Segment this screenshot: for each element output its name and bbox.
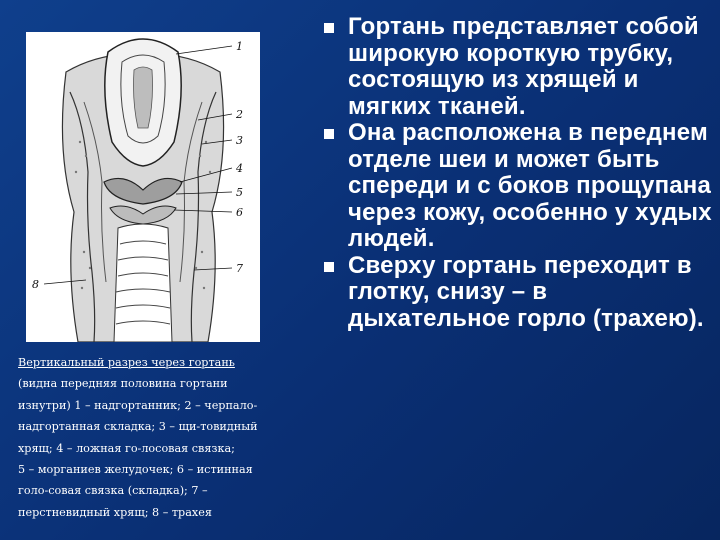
figure-label-1: 1 — [236, 40, 243, 53]
bullet-text: Гортань представляет собой широкую короткую трубку, состоящую из хрящей и мягких тканей. — [348, 13, 699, 120]
bullet-item — [318, 253, 714, 333]
square-bullet-icon — [324, 129, 334, 139]
figure-label-4: 4 — [236, 162, 243, 175]
caption-title: Вертикальный разрез через гортань — [18, 356, 235, 369]
bullet-text: Сверху гортань переходит в глотку, снизу – в дыхательное горло (трахею). — [348, 251, 704, 332]
square-bullet-icon — [324, 262, 334, 272]
figure-caption — [18, 352, 330, 523]
figure-label-7: 7 — [236, 262, 243, 275]
bullet-list — [318, 14, 714, 332]
figure-label-6: 6 — [236, 206, 243, 219]
figure-label-3: 3 — [236, 134, 243, 147]
larynx-drawing — [26, 32, 260, 342]
figure-label-5: 5 — [236, 186, 243, 199]
bullet-item — [318, 14, 714, 120]
caption-body: (видна передняя половина гортани изнутри) 1 – надгортанник; 2 – черпало- надгортанная складка; 3 – щи-товидный хрящ; 4 – ложная го-лосовая связка; 5 – морганиев желудочек; 6 – истинная голо-совая связка (складка); 7 – перстневидный хрящ; 8 – трахея — [18, 377, 258, 519]
larynx-section-illustration — [26, 32, 260, 342]
figure-label-8: 8 — [32, 278, 39, 291]
figure-label-2: 2 — [236, 108, 243, 121]
square-bullet-icon — [324, 23, 334, 33]
bullet-item — [318, 120, 714, 253]
bullet-text: Она расположена в переднем отделе шеи и может быть спереди и с боков прощупана через кожу, особенно у худых людей. — [348, 119, 712, 252]
